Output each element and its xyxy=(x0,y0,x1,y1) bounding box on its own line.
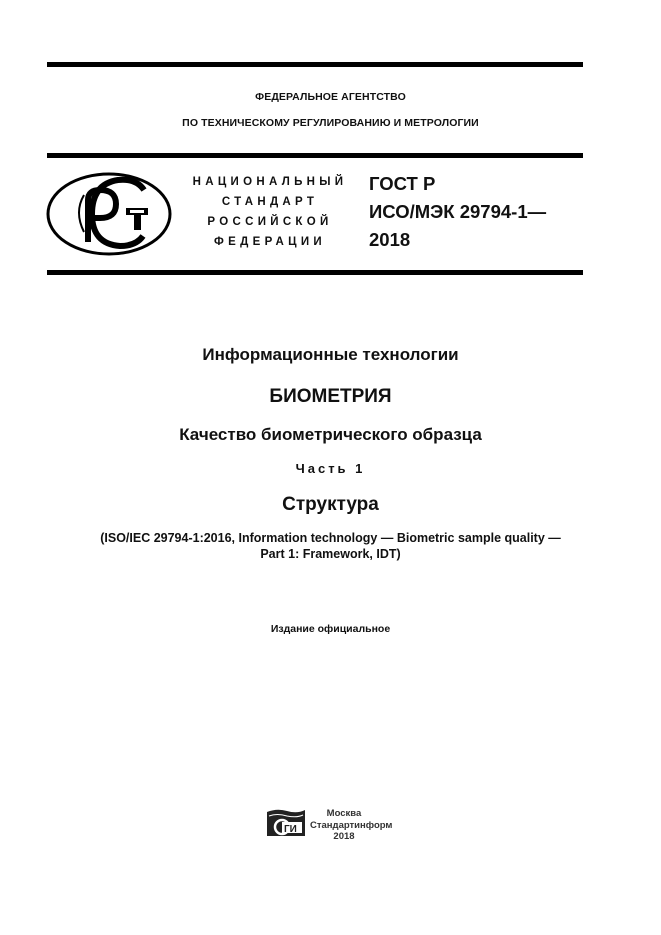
edition-label: Издание официальное xyxy=(270,623,391,635)
national-standard-label xyxy=(186,172,354,252)
designation-line: ГОСТ Р xyxy=(369,173,436,194)
agency-line-1: ФЕДЕРАЛЬНОЕ АГЕНТСТВО xyxy=(255,91,406,103)
part-number: Часть 1 xyxy=(295,461,366,476)
national-standard-line: НАЦИОНАЛЬНЫЙ xyxy=(192,176,348,188)
iso-reference-line-1: (ISO/IEC 29794-1:2016, Information technology — Biometric sample quality — xyxy=(100,531,561,545)
national-standard-line: РОССИЙСКОЙ xyxy=(207,216,333,228)
publisher-info xyxy=(310,808,393,843)
national-standard-line: СТАНДАРТ xyxy=(221,196,319,208)
designation-line: ИСО/МЭК 29794-1— xyxy=(369,201,547,222)
publisher-city: Москва xyxy=(326,808,362,819)
national-standard-line: ФЕДЕРАЦИИ xyxy=(214,236,326,248)
agency-line-2: ПО ТЕХНИЧЕСКОМУ РЕГУЛИРОВАНИЮ И МЕТРОЛОГИИ xyxy=(182,117,479,129)
title-line-2: БИОМЕТРИЯ xyxy=(269,386,392,407)
publisher-year: 2018 xyxy=(333,831,355,842)
iso-reference xyxy=(0,530,661,562)
designation-line: 2018 xyxy=(369,229,411,250)
header-rule xyxy=(47,153,583,158)
title-line-3: Качество биометрического образца xyxy=(179,425,482,444)
subtitle: Структура xyxy=(282,494,379,515)
publisher-name: Стандартинформ xyxy=(310,819,393,831)
svg-text:ГИ: ГИ xyxy=(284,824,297,835)
title-line-1: Информационные технологии xyxy=(202,345,459,364)
iso-reference-line-2: Part 1: Framework, IDT) xyxy=(260,547,401,561)
standard-designation xyxy=(369,170,546,254)
standard-rule xyxy=(47,270,583,275)
gost-r-logo-icon xyxy=(44,170,176,260)
standartinform-logo-icon xyxy=(265,808,307,838)
top-rule xyxy=(47,62,583,67)
